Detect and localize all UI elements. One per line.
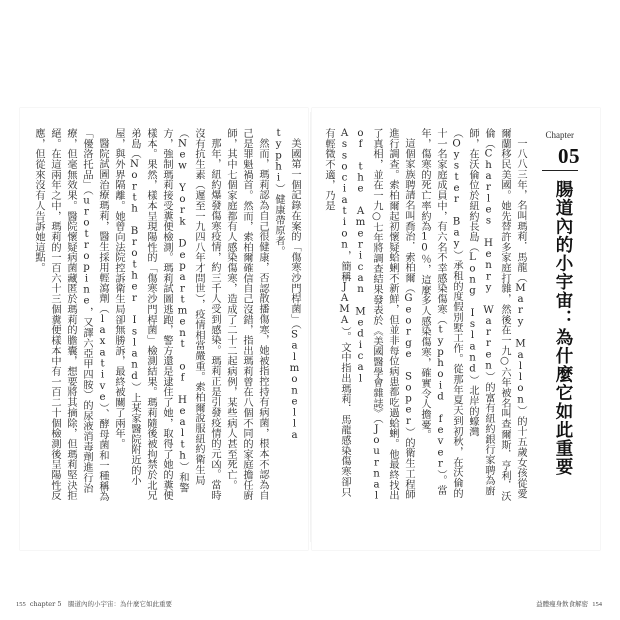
chapter-divider bbox=[542, 170, 578, 171]
left-page bbox=[20, 108, 308, 550]
right-paragraph: 這個家族聘請名叫喬治．索柏爾（George Soper）的衛生工程師進行調查。索柏爾起初懷疑蛤蜊不新鮮，但並非每位病患都吃過蛤蜊。他最終找出了真相，並在一九○七年將調查結果發表於《美國醫學會雜誌》（Journal of the American Medical Association，簡稱JAMA）。文中指出瑪莉．馬龍感染傷寒卻只有輕微不適，乃是 bbox=[323, 128, 414, 502]
left-paragraph: 美國第一個記錄在案的「傷寒沙門桿菌」（Salmonella typhi）健康帶原者。 bbox=[273, 128, 300, 442]
right-running-head: 益體瘦身飲食解密 bbox=[536, 600, 589, 608]
chapter-number: 05 bbox=[558, 144, 580, 168]
right-page-number: 154 bbox=[592, 601, 602, 608]
left-paragraph: 然而，瑪莉認為自己很健康，否認散播傷寒，她被指控持有病菌，根本不認為自己是罪魁禍首。然而，索柏爾確信自己沒錯，指出瑪莉曾在八個不同的家庭擔任廚師，其中七個家庭都有人感染傷寒，造成了二十二起病例，某些病人甚至死亡。 bbox=[225, 128, 268, 501]
left-paragraph: 醫院試圖治療瑪莉，醫生採用輕瀉劑（laxative）、酵母菌和一種稱為「優洛托品」（urotropine，又譯六亞甲四胺）的尿液消毒劑進行治療，但毫無效果。醫院懷疑病菌藏匿於瑪莉的膽囊，想要將其摘除，但瑪莉堅決拒絕。在這兩年之中，瑪莉的一百六十三個糞便樣本中有一百二十個檢測後呈陽性反應，但從來沒有人告訴她這點。 bbox=[33, 128, 108, 502]
chapter-title: 腸道內的小宇宙：為什麼它如此重要 bbox=[553, 180, 573, 476]
chapter-label: Chapter bbox=[545, 130, 574, 140]
left-page-footer bbox=[14, 599, 172, 608]
left-page-number: 155 bbox=[16, 601, 26, 608]
right-page-body bbox=[323, 128, 528, 502]
left-page-body bbox=[33, 128, 302, 502]
left-paragraph: 那年，紐約爆發傷寒疫情，約三千人受到感染。瑪莉正是引發疫情的元凶。當時沒有抗生素（遲至一九四八年才問世），疫情相當嚴重。索柏爾說服紐約衛生局（New York Department of Health）和警方，強制瑪莉接受糞便檢測。瑪莉試圖逃跑，警方還是逮住了她，取得了她的糞便樣本。果然，樣本呈現陽性的「傷寒沙門桿菌」檢測結果。瑪莉隨後被拘禁於北兄弟島（North Brother Island）上某家醫院附近的小屋，與外界隔離。她曾向法院控訴衛生局卻無勝訴，最終被關了兩年。 bbox=[113, 128, 220, 501]
chapter-heading bbox=[534, 128, 582, 502]
right-paragraph: 一八八三年，名叫瑪莉．馬龍（Mary Mallon）的十五歲女孩從愛爾蘭移民美國。她先替許多家庭打雜，然後在一九○六年被名叫查爾斯．亨利．沃倫（Charles Henry Warren）的富有紐約銀行家聘為廚師，在沃倫位於紐約長島（Long Island）北岸的蠔灣（Oyster Bay）承租的度假別墅工作。從那年夏天到初秋，在沃倫的十一名家庭成員中，有六名不幸感染傷寒（typhoid fever）。當年，傷寒的死亡率約為10％，這麼多人感染傷寒，確實令人擔憂。 bbox=[419, 128, 526, 502]
right-page bbox=[312, 108, 600, 550]
book-gutter bbox=[310, 112, 311, 542]
left-running-head: chapter 5 腸道內的小宇宙：為什麼它如此重要 bbox=[29, 600, 172, 608]
right-page-footer bbox=[536, 599, 604, 608]
